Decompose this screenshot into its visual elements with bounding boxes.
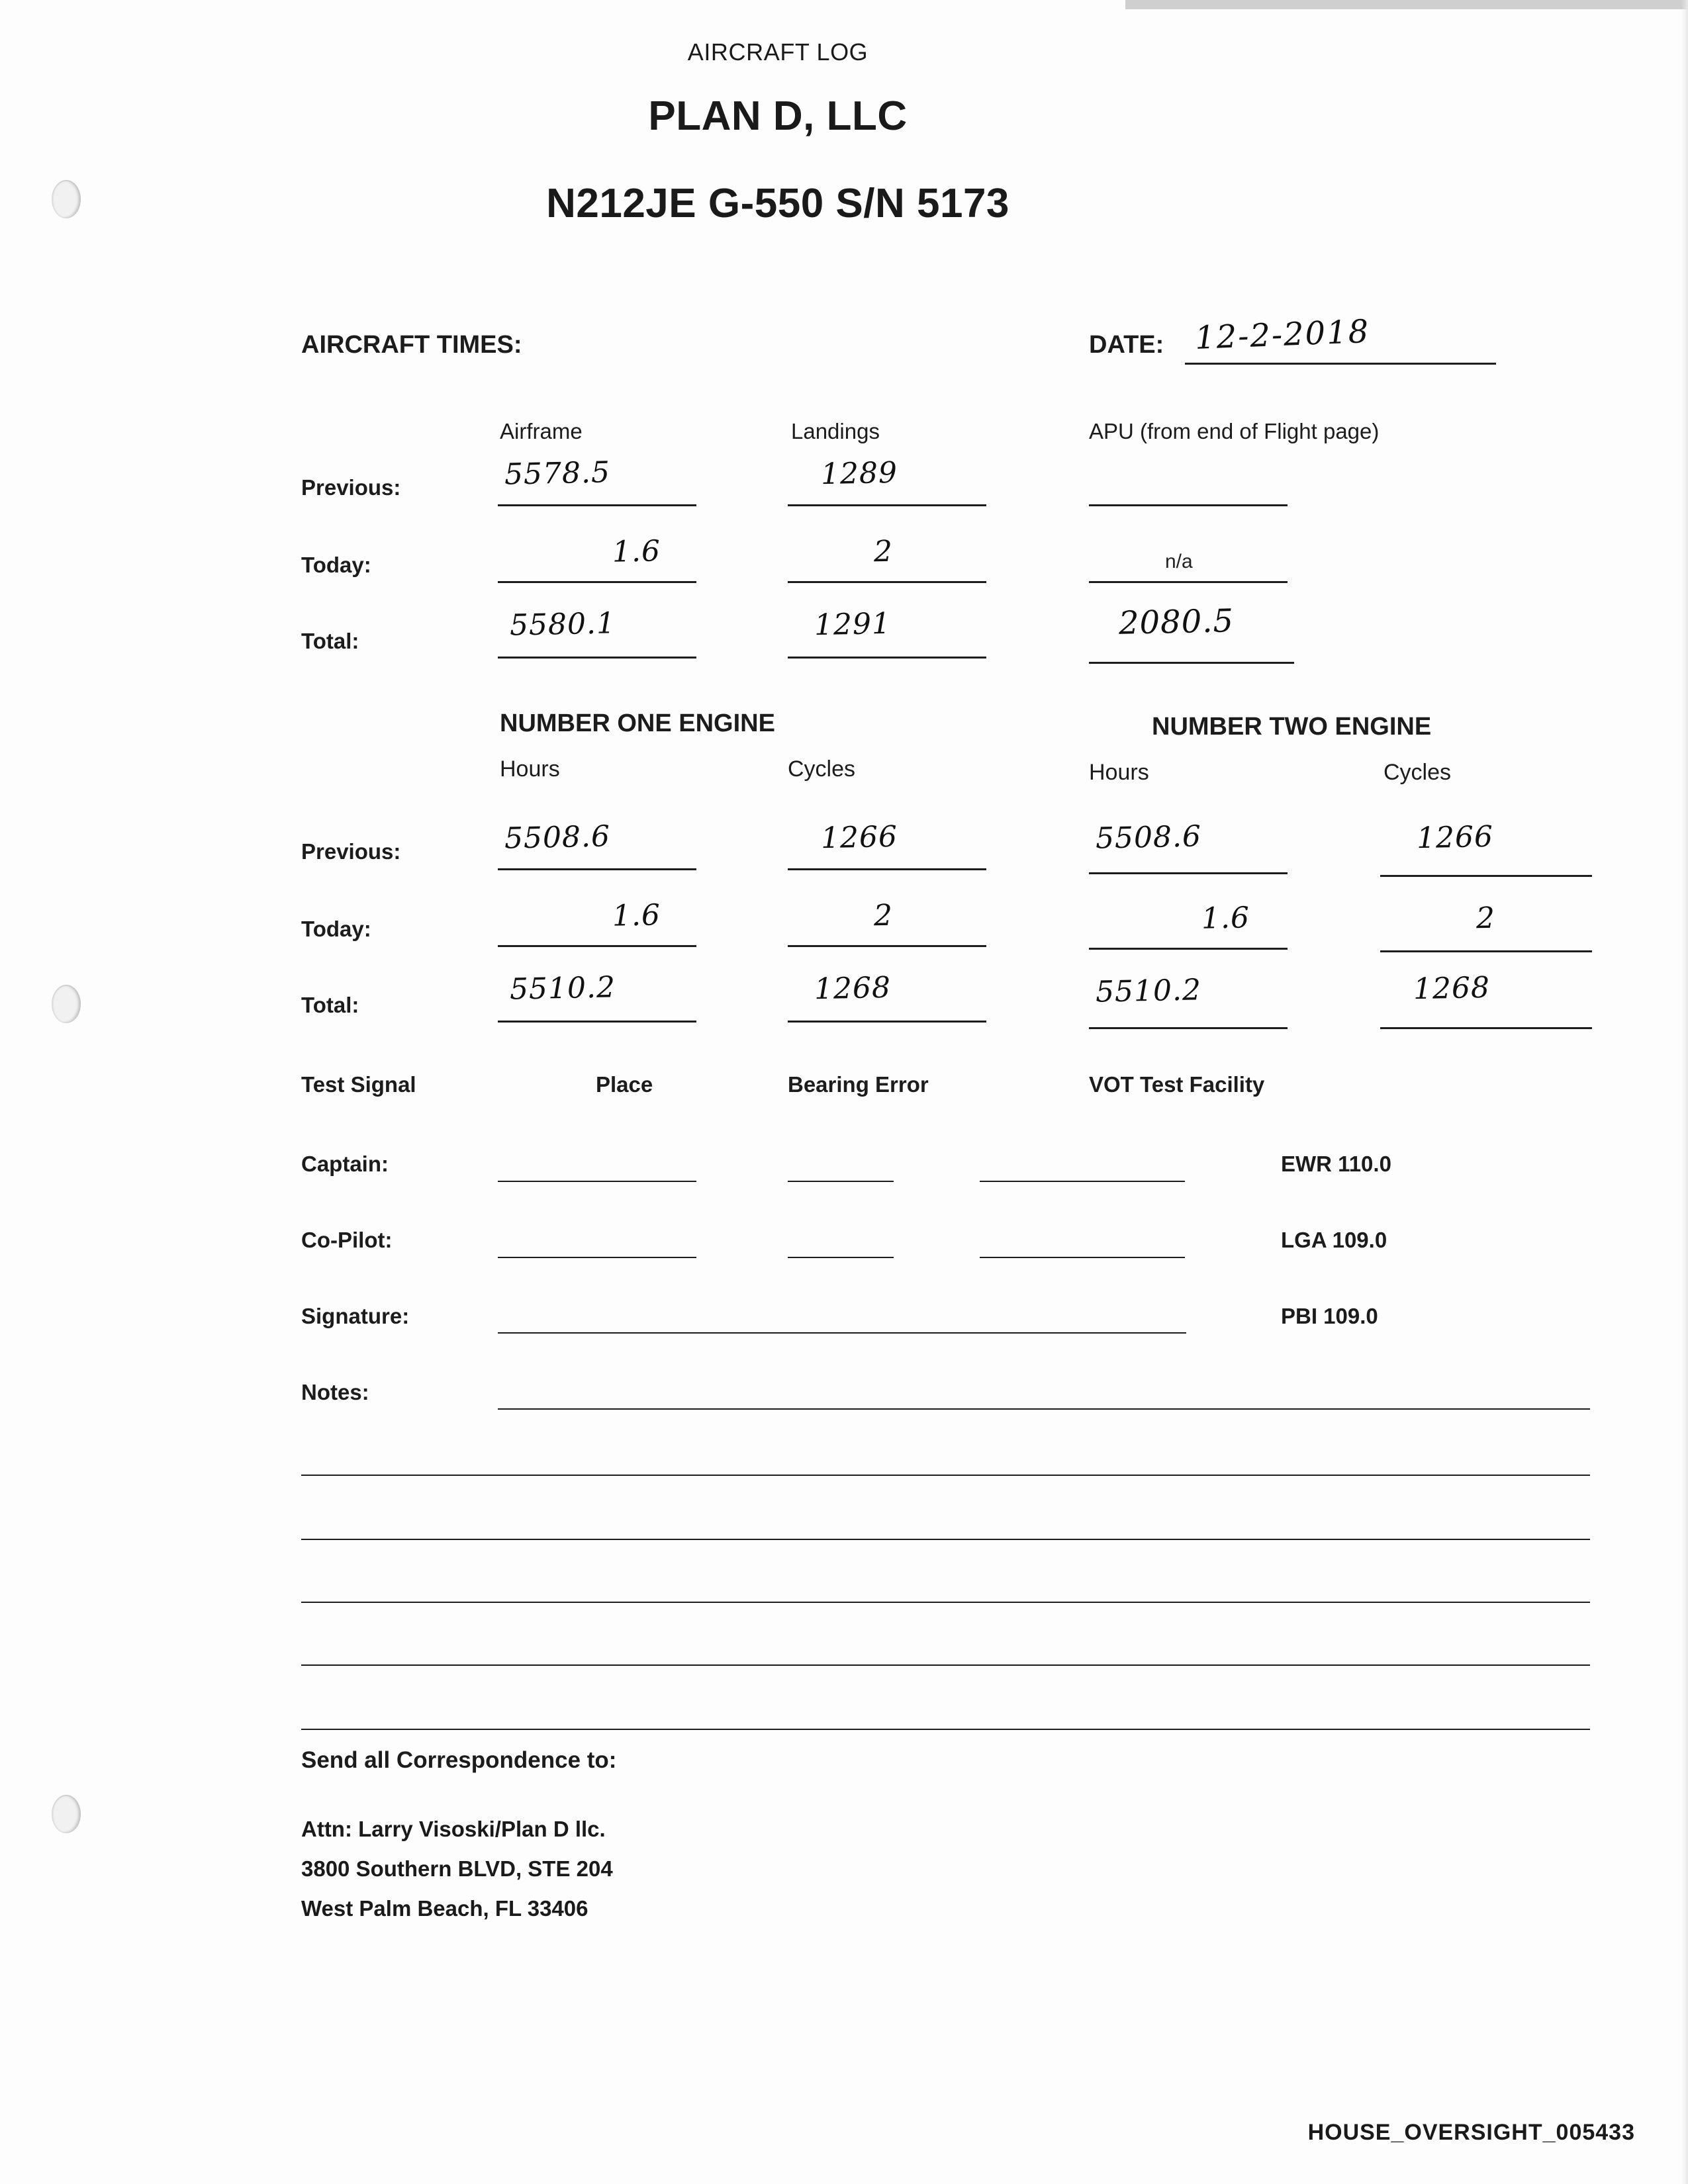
landings-previous-value[interactable]: 1289	[820, 455, 898, 492]
bates-number: HOUSE_OVERSIGHT_005433	[1307, 2120, 1635, 2145]
apu-today-value[interactable]: n/a	[1165, 551, 1193, 572]
row-label-today: Today:	[301, 553, 371, 577]
copilot-place-underline[interactable]	[498, 1257, 696, 1258]
e1-hours-previous-underline	[498, 868, 696, 870]
landings-today-underline	[788, 581, 986, 583]
e2-hours-today-value[interactable]: 1.6	[1201, 901, 1250, 936]
airframe-total-underline	[498, 657, 696, 659]
engine-row-label-previous: Previous:	[301, 839, 401, 864]
airframe-today-value[interactable]: 1.6	[612, 534, 661, 569]
test-signal-row-label-copilot: Co-Pilot:	[301, 1228, 393, 1252]
engine-one-hours-label: Hours	[500, 756, 560, 782]
notes-label: Notes:	[301, 1380, 369, 1404]
e1-hours-previous-value[interactable]: 5508.6	[504, 819, 611, 856]
e2-hours-total-underline	[1089, 1027, 1288, 1029]
e1-cycles-total-underline	[788, 1021, 986, 1023]
landings-total-underline	[788, 657, 986, 659]
notes-line-4[interactable]	[301, 1602, 1590, 1603]
e1-hours-today-underline	[498, 945, 696, 947]
apu-today-underline	[1089, 581, 1288, 583]
correspondence-heading: Send all Correspondence to:	[301, 1747, 617, 1773]
engine-row-label-today: Today:	[301, 917, 371, 941]
landings-today-value[interactable]: 2	[873, 534, 894, 569]
copilot-vot-underline[interactable]	[980, 1257, 1185, 1258]
engine-one-title: NUMBER ONE ENGINE	[500, 709, 775, 737]
correspondence-line-1: Attn: Larry Visoski/Plan D llc.	[301, 1817, 606, 1841]
engine-row-label-total: Total:	[301, 993, 359, 1017]
airframe-total-value[interactable]: 5580.1	[509, 606, 616, 643]
e2-cycles-today-underline	[1380, 950, 1592, 952]
aircraft-times-label: AIRCRAFT TIMES:	[301, 331, 522, 359]
engine-one-cycles-label: Cycles	[788, 756, 856, 782]
landings-previous-underline	[788, 504, 986, 506]
e2-hours-previous-value[interactable]: 5508.6	[1095, 819, 1202, 856]
correspondence-line-2: 3800 Southern BLVD, STE 204	[301, 1856, 613, 1881]
e2-hours-previous-underline	[1089, 872, 1288, 874]
correspondence-line-3: West Palm Beach, FL 33406	[301, 1896, 588, 1921]
row-label-total: Total:	[301, 629, 359, 653]
copilot-bearing-underline[interactable]	[788, 1257, 894, 1258]
e1-hours-today-value[interactable]: 1.6	[612, 898, 661, 933]
company-name: PLAN D, LLC	[648, 93, 908, 139]
apu-previous-underline	[1089, 504, 1288, 506]
punch-hole-middle	[52, 985, 81, 1023]
apu-total-underline	[1089, 662, 1294, 664]
test-signal-row-label-signature: Signature:	[301, 1304, 410, 1328]
e2-hours-total-value[interactable]: 5510.2	[1095, 973, 1202, 1009]
notes-line-5[interactable]	[301, 1664, 1590, 1666]
col-apu-label: APU (from end of Flight page)	[1089, 419, 1380, 443]
date-value[interactable]: 12-2-2018	[1194, 312, 1371, 357]
scan-edge-top	[1125, 0, 1688, 9]
captain-vot-underline[interactable]	[980, 1181, 1185, 1182]
signature-underline[interactable]	[498, 1332, 1186, 1334]
e1-cycles-previous-value[interactable]: 1266	[820, 819, 898, 856]
airframe-previous-underline	[498, 504, 696, 506]
notes-line-1[interactable]	[498, 1408, 1590, 1410]
captain-place-underline[interactable]	[498, 1181, 696, 1182]
e2-cycles-total-underline	[1380, 1027, 1592, 1029]
engine-two-hours-label: Hours	[1089, 760, 1149, 785]
test-signal-title: Test Signal	[301, 1072, 416, 1097]
engine-two-title: NUMBER TWO ENGINE	[1152, 713, 1432, 741]
notes-line-6[interactable]	[301, 1729, 1590, 1730]
e1-hours-total-underline	[498, 1021, 696, 1023]
vot-facility-ewr: EWR 110.0	[1281, 1152, 1391, 1176]
captain-bearing-underline[interactable]	[788, 1181, 894, 1182]
engine-two-cycles-label: Cycles	[1383, 760, 1452, 785]
date-underline	[1185, 363, 1496, 365]
airframe-previous-value[interactable]: 5578.5	[504, 455, 611, 492]
aircraft-registration: N212JE G-550 S/N 5173	[546, 181, 1009, 226]
e2-cycles-previous-underline	[1380, 875, 1592, 877]
vot-facility-lga: LGA 109.0	[1281, 1228, 1387, 1252]
date-label: DATE:	[1089, 331, 1164, 359]
e1-hours-total-value[interactable]: 5510.2	[509, 970, 616, 1007]
notes-line-2[interactable]	[301, 1475, 1590, 1476]
e1-cycles-previous-underline	[788, 868, 986, 870]
scan-edge-right	[1681, 0, 1688, 2184]
e2-cycles-previous-value[interactable]: 1266	[1416, 819, 1494, 856]
row-label-previous: Previous:	[301, 475, 401, 500]
col-landings-label: Landings	[791, 419, 880, 443]
test-signal-bearing-error-label: Bearing Error	[788, 1072, 929, 1097]
landings-total-value[interactable]: 1291	[814, 606, 892, 643]
apu-total-value[interactable]: 2080.5	[1118, 602, 1235, 642]
e1-cycles-total-value[interactable]: 1268	[814, 970, 892, 1007]
notes-line-3[interactable]	[301, 1539, 1590, 1540]
e2-cycles-total-value[interactable]: 1268	[1413, 970, 1491, 1007]
e2-cycles-today-value[interactable]: 2	[1476, 901, 1496, 936]
e2-hours-today-underline	[1089, 948, 1288, 950]
airframe-today-underline	[498, 581, 696, 583]
test-signal-row-label-captain: Captain:	[301, 1152, 389, 1176]
test-signal-vot-label: VOT Test Facility	[1089, 1072, 1265, 1097]
e1-cycles-today-underline	[788, 945, 986, 947]
punch-hole-bottom	[52, 1795, 81, 1833]
vot-facility-pbi: PBI 109.0	[1281, 1304, 1378, 1328]
col-airframe-label: Airframe	[500, 419, 583, 443]
document-kicker: AIRCRAFT LOG	[687, 38, 868, 66]
e1-cycles-today-value[interactable]: 2	[873, 898, 894, 933]
test-signal-place-label: Place	[596, 1072, 653, 1097]
